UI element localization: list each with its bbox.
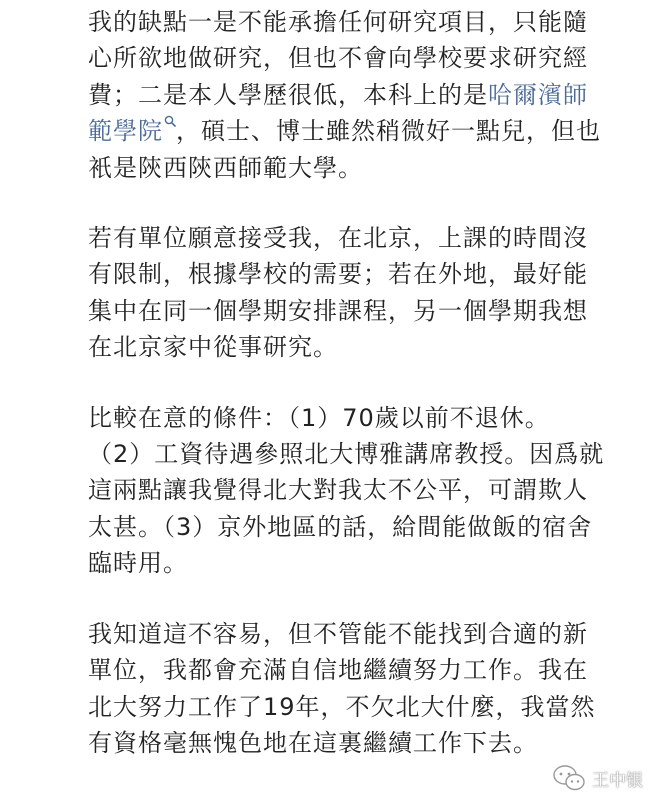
text-run: 太甚。（3）京外地區的話，給間能做飯的宿舍	[88, 512, 593, 541]
text-line	[88, 113, 601, 149]
text-line	[88, 689, 596, 725]
text-run: 北大努力工作了19年，不欠北大什麼，我當然	[88, 692, 596, 721]
article-body	[88, 4, 605, 795]
text-run: 這兩點讓我覺得北大對我太不公平，可謂欺人	[88, 476, 588, 505]
wechat-icon	[552, 763, 586, 793]
text-run: 我的缺點一是不能承擔任何研究項目，只能隨	[88, 8, 588, 36]
text-line	[88, 400, 588, 436]
text-line	[88, 329, 588, 365]
search-icon[interactable]	[164, 115, 176, 127]
text-line	[88, 293, 588, 329]
wiki-link[interactable]: 範學院	[88, 117, 163, 146]
text-run: 衹是陝西陝西師範大學。	[88, 153, 363, 182]
text-line	[88, 509, 593, 545]
text-line	[88, 725, 588, 761]
text-line	[88, 545, 588, 581]
paragraph	[88, 4, 601, 186]
text-line	[88, 40, 588, 76]
text-run: 在北京家中從事研究。	[88, 333, 338, 362]
text-line	[88, 256, 588, 292]
paragraph	[88, 220, 588, 366]
text-run: 臨時用。	[88, 549, 188, 578]
text-run: （2）工資待遇參照北大博雅講席教授。因爲就	[88, 440, 605, 469]
text-line	[88, 436, 605, 472]
watermark-label: 王中银	[592, 770, 643, 791]
text-run: 若有單位願意接受我，在北京，上課的時間沒	[88, 224, 588, 253]
text-line	[88, 220, 588, 256]
paragraph	[88, 400, 605, 582]
text-line	[88, 652, 588, 688]
text-run: 比較在意的條件：（1）70歲以前不退休。	[88, 403, 550, 432]
text-run: ，碩士、博士雖然稍微好一點兒，但也	[176, 117, 601, 146]
text-line	[88, 77, 588, 113]
watermark	[552, 760, 660, 796]
text-run: 集中在同一個學期安排課程，另一個學期我想	[88, 296, 588, 325]
text-run: 心所欲地做研究，但也不會向學校要求研究經	[88, 44, 588, 73]
text-run: 費；二是本人學歷很低，本科上的是	[88, 80, 488, 109]
text-run: 我知道這不容易，但不管能不能找到合適的新	[88, 619, 588, 648]
wiki-link[interactable]: 哈爾濱師	[488, 80, 588, 109]
text-line	[88, 472, 588, 508]
text-line	[88, 4, 588, 40]
text-run: 有限制，根據學校的需要；若在外地，最好能	[88, 260, 588, 289]
text-line	[88, 616, 588, 652]
text-line	[88, 150, 588, 186]
paragraph	[88, 616, 596, 762]
text-run: 單位，我都會充滿自信地繼續努力工作。我在	[88, 656, 588, 685]
text-run: 有資格毫無愧色地在這裏繼續工作下去。	[88, 728, 538, 757]
